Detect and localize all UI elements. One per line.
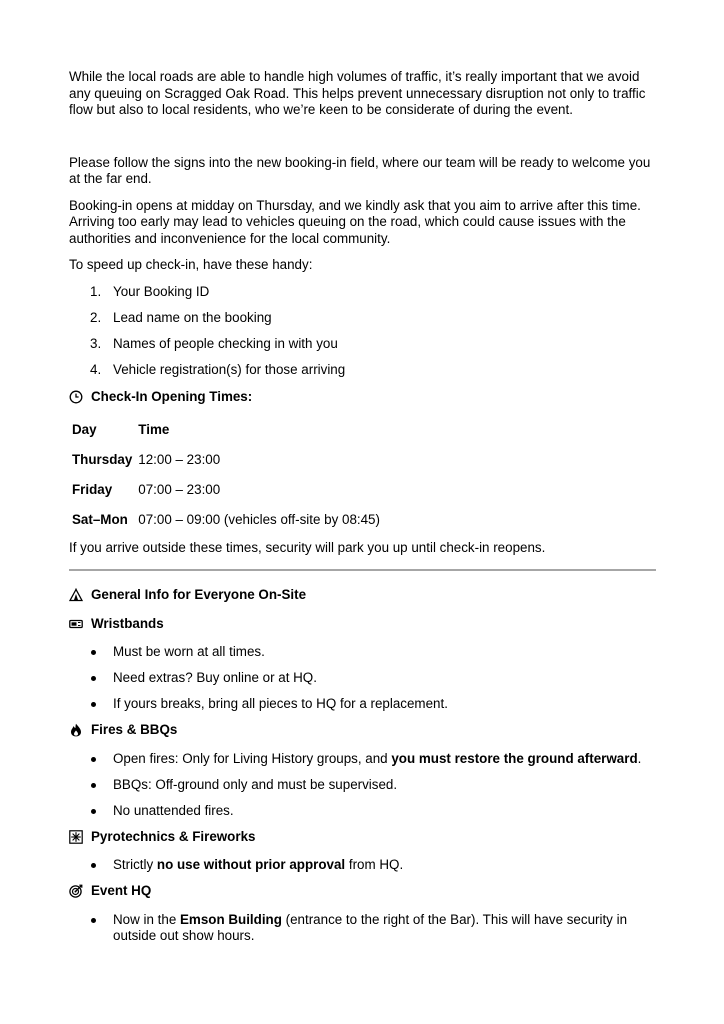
fires-list bbox=[69, 751, 659, 820]
wristbands-heading: Wristbands bbox=[69, 616, 659, 633]
ticket-icon bbox=[69, 617, 83, 631]
checkin-intro: To speed up check-in, have these handy: bbox=[69, 257, 313, 272]
opening-times-heading: Check-In Opening Times: bbox=[69, 389, 659, 406]
wristbands-list bbox=[69, 644, 659, 713]
column-header-day: Day bbox=[72, 422, 97, 438]
list-item: No unattended fires. bbox=[69, 803, 659, 820]
firework-icon bbox=[69, 830, 83, 844]
table-row: Thursday 12:00 – 23:00 bbox=[72, 452, 221, 468]
section-divider bbox=[69, 569, 656, 571]
list-item: 3. Names of people checking in with you bbox=[90, 335, 338, 351]
list-item: 2. Lead name on the booking bbox=[90, 309, 272, 325]
column-header-time: Time bbox=[138, 422, 170, 438]
table-row: Sat–Mon 07:00 – 09:00 (vehicles off-site by 08:45) bbox=[72, 512, 380, 528]
table-row: Friday 07:00 – 23:00 bbox=[72, 482, 221, 498]
general-info-heading: General Info for Everyone On-Site bbox=[69, 587, 659, 604]
list-item: Open fires: Only for Living History groups, and you must restore the ground afterward. bbox=[69, 751, 659, 768]
event-hq-list bbox=[69, 912, 659, 945]
document-page bbox=[69, 69, 659, 954]
list-item: Strictly no use without prior approval from HQ. bbox=[69, 857, 659, 874]
target-icon bbox=[69, 884, 83, 898]
list-item: Need extras? Buy online or at HQ. bbox=[69, 670, 659, 687]
list-item: BBQs: Off-ground only and must be supervised. bbox=[69, 777, 659, 794]
event-hq-heading: Event HQ bbox=[69, 883, 659, 900]
intro-paragraph: While the local roads are able to handle high volumes of traffic, it’s really important that we avoid any queuing on Scragged Oak Road. This helps prevent unnecessary disruption not only to traffic flow but also to local residents, who we’re keen to be considerate of during the event. bbox=[69, 69, 646, 117]
booking-opens-paragraph: Booking-in opens at midday on Thursday, and we kindly ask that you aim to arrive after this time. Arriving too early may lead to vehicles queuing on the road, which could cause issues with the authorities and inconvenience for the local community. bbox=[69, 197, 641, 246]
follow-signs-paragraph: Please follow the signs into the new booking-in field, where our team will be ready to welcome you at the far end. bbox=[69, 154, 651, 186]
outside-times-note: If you arrive outside these times, security will park you up until check-in reopens. bbox=[69, 539, 546, 555]
flame-icon bbox=[69, 723, 83, 737]
clock-icon bbox=[69, 390, 83, 404]
list-item: If yours breaks, bring all pieces to HQ for a replacement. bbox=[69, 696, 659, 713]
table-header-row bbox=[69, 416, 383, 446]
tent-icon bbox=[69, 588, 83, 602]
list-item: 4. Vehicle registration(s) for those arriving bbox=[90, 361, 346, 377]
fires-heading: Fires & BBQs bbox=[69, 722, 659, 739]
list-item: Must be worn at all times. bbox=[69, 644, 659, 661]
list-item: Now in the Emson Building (entrance to the right of the Bar). This will have security in outside out show hours. bbox=[69, 912, 659, 945]
opening-times-table bbox=[69, 416, 383, 536]
pyrotechnics-list bbox=[69, 857, 659, 874]
list-item: 1. Your Booking ID bbox=[90, 283, 210, 299]
checklist bbox=[69, 284, 659, 379]
pyrotechnics-heading: Pyrotechnics & Fireworks bbox=[69, 829, 659, 846]
